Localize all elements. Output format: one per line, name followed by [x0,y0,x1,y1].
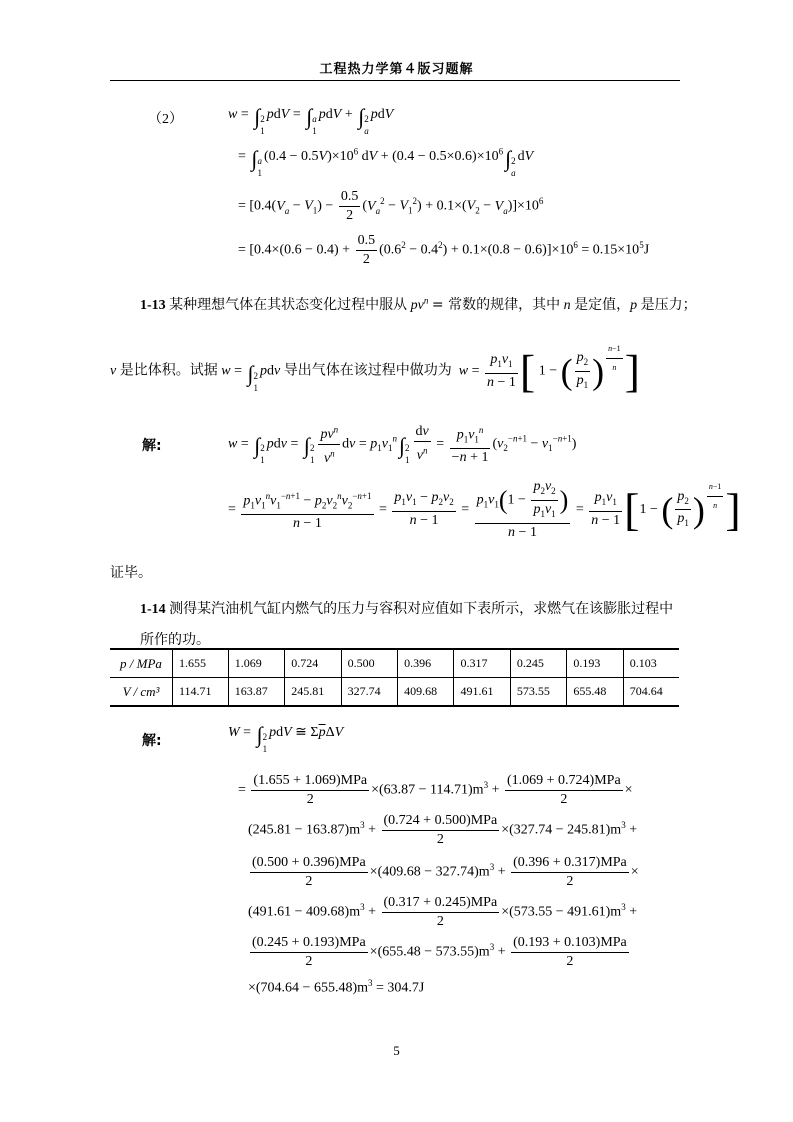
sum-line-3: $\frac{\text{(0.500 + 0.396)MPa}}{2}$ $\times(409.68 - 327.74)m^3$ + $\frac{\text{(0.396 + 0.317)MPa}}{2}$ × [252,855,639,889]
problem-number: 1-13 [140,298,166,313]
row-header-v: V / cm³ [110,678,173,707]
solution-line-2: = $\frac{p_1v_1^nv_1^{-n+1} - p_2v_2^nv_2^{-n+1}}{n - 1}$ = $\frac{p_1v_1 - p_2v_2}{n - 1}$ = $p_1v_1(1$ − $\frac{p_2v_2}{p_1v_1}$ ) n − 1 = $\frac{p_1v_1}{n - 1}$ [1 − ( $\frac{p_2}{p_1}$ ) $^{\frac{n-1}{n}}$ ] [228,479,741,540]
equation-line-4: = [0.4×(0.6 − 0.4) + $\frac{0.5}{2}$ $(0.6^2 - 0.4^2) + 0.1\times(0.8 - 0.6)]\times 10^6 = 0.15\times 10^5J$ [238,233,650,267]
equation-line-3: = [$0.4(V_a - V_1)$ − $\frac{0.5}{2}$ $(V_a^2 - V_1^2) + 0.1\times(V_2 - V_a)]\times 10^6$ [238,189,544,223]
problem-1-13-statement: 1-13 某种理想气体在其状态变化过程中服从 $pv^n$ = 常数的规律，其中 n 是定值，p 是压力； [140,295,697,313]
problem-number: 1-14 [140,602,166,617]
problem-1-13-statement-cont: v 是比体积。试据 w = ∫ 2 1 pdv 导出气体在该过程中做功为 w = $\frac{p_1v_1}{n - 1}$ [ 1 − ( $\frac{p_2}{p_1}$ ) $^{\frac{n-1}{n}}$ ] [110,340,640,394]
header-rule [110,80,680,81]
equation-line-1: w = ∫ 2 1 pdV = ∫ a 1 pdV + ∫ 2 a pdV [228,104,394,136]
work-formula: W = ∫ 2 1 pdV ≅ $\Sigma\overline{p}\Delta V$ [228,722,344,754]
sum-line-4: $(491.61 - 409.68)m^3$ + $\frac{\text{(0.317 + 0.245)MPa}}{2}$ $\times(573.55 - 491.61)m^3$ + [248,895,638,929]
sum-line-1: = $\frac{\text{(1.655 + 1.069)MPa}}{2}$ $\times(63.87 - 114.71)m^3$ + $\frac{\text{(1.069 + 0.724)MPa}}{2}$ × [238,773,633,807]
part-label: （2） [148,112,183,127]
page-number: 5 [393,1043,400,1058]
table-row: p / MPa 1.655 1.069 0.724 0.500 0.396 0.317 0.245 0.193 0.103 [110,649,679,678]
solution-label-1-14: 解: [142,733,162,749]
pressure-volume-table [110,648,679,707]
sum-line-2: $(245.81 - 163.87)m^3$ + $\frac{\text{(0.724 + 0.500)MPa}}{2}$ $\times(327.74 - 245.81)m^3$ + [248,813,638,847]
row-header-p: p / MPa [120,655,162,671]
problem-1-14-statement: 1-14 测得某汽油机气缸内燃气的压力与容积对应值如下表所示，求燃气在该膨胀过程中所作的功。 [140,601,674,648]
solution-line-1: w = ∫ 2 1 pdv = ∫ 2 1 $\frac{pv^n}{v^n}$ dv = $p_1v_1^n\int$ 2 1 $\frac{dv}{v^n}$ = $\frac{p_1v_1^n}{-n + 1}$ $(v_2^{-n+1} - v_1^{-n+1})$ [228,420,576,468]
table-row: V / cm³ 114.71 163.87 245.81 327.74 409.68 491.61 573.55 655.48 704.64 [110,678,679,707]
solution-label-1-13: 解: [142,438,162,454]
running-header: 工程热力学第４版习题解 [319,62,474,77]
sum-line-5: $\frac{\text{(0.245 + 0.193)MPa}}{2}$ $\times(655.48 - 573.55)m^3$ + $\frac{\text{(0.193 + 0.103)MPa}}{2}$ [252,935,627,969]
proof-end: 证毕。 [110,565,152,581]
equation-line-2: = ∫ a 1 $(0.4 - 0.5V)\times 10^6$ dV + $(0.4 - 0.5\times 0.6)\times 10^6\int$ 2 a dV [238,146,534,178]
sum-result: $\times(704.64 - 655.48)m^3 = 304.7J$ [248,978,425,996]
